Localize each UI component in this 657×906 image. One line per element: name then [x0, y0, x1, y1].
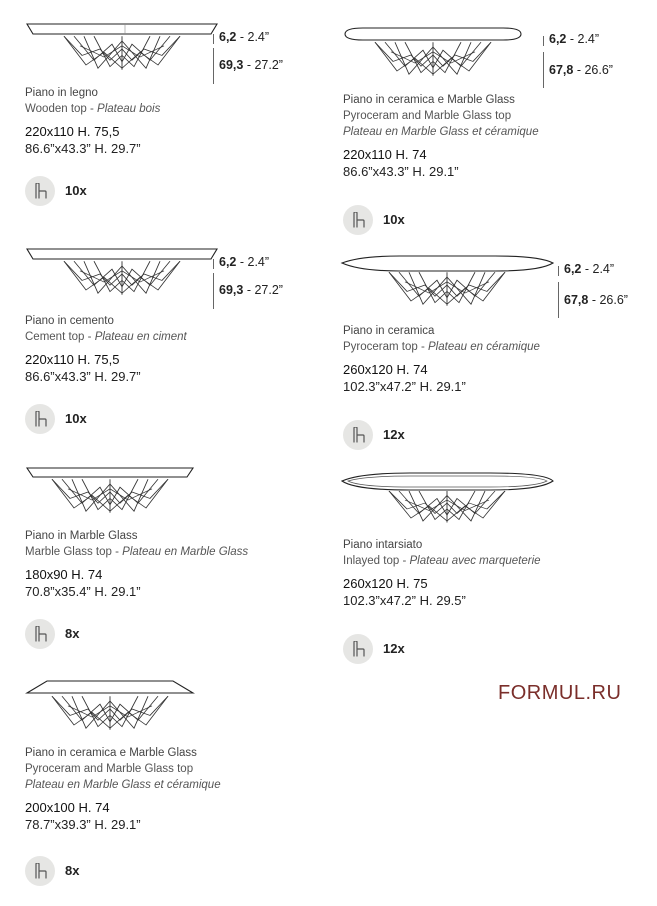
name-en: Cement top - Plateau en ciment — [25, 331, 187, 343]
size-in: 86.6”x43.3” H. 29.7” — [25, 141, 141, 156]
name-it: Piano in Marble Glass — [25, 530, 138, 542]
size-in: 102.3”x47.2” H. 29.5” — [343, 593, 466, 608]
name-it: Piano in ceramica — [343, 325, 435, 337]
name-en: Inlayed top - Plateau avec marqueterie — [343, 555, 541, 567]
size-in: 102.3”x47.2” H. 29.1” — [343, 379, 466, 394]
name-it: Piano in ceramica e Marble Glass — [343, 94, 515, 106]
size-in: 86.6”x43.3” H. 29.1” — [343, 164, 459, 179]
name-en: Pyroceram and Marble Glass top — [25, 763, 194, 775]
table-drawing — [340, 250, 555, 302]
size-in: 86.6”x43.3” H. 29.7” — [25, 369, 141, 384]
chair-icon — [25, 176, 55, 206]
table-drawing — [340, 467, 555, 519]
chair-icon — [343, 205, 373, 235]
name-it: Piano in legno — [25, 87, 98, 99]
table-drawing — [25, 462, 195, 512]
table-drawing — [25, 243, 220, 293]
name-it: Piano intarsiato — [343, 539, 423, 551]
size-cm: 180x90 H. 74 — [25, 567, 103, 582]
size-cm: 220x110 H. 75,5 — [25, 352, 120, 367]
chair-icon — [343, 420, 373, 450]
chair-icon — [25, 856, 55, 886]
name-en: Pyroceram top - Plateau en céramique — [343, 341, 540, 353]
table-drawing — [25, 18, 220, 68]
name-en: Marble Glass top - Plateau en Marble Glass — [25, 546, 249, 558]
name-it: Piano in cemento — [25, 315, 114, 327]
table-drawing — [343, 22, 523, 72]
table-drawing — [25, 675, 195, 730]
name-en: Pyroceram and Marble Glass top — [343, 110, 512, 122]
size-cm: 220x110 H. 74 — [343, 147, 427, 162]
size-cm: 220x110 H. 75,5 — [25, 124, 120, 139]
size-cm: 200x100 H. 74 — [25, 800, 110, 815]
name-fr: Plateau en Marble Glass et céramique — [343, 126, 539, 138]
name-fr: Plateau en Marble Glass et céramique — [25, 779, 221, 791]
name-it: Piano in ceramica e Marble Glass — [25, 747, 197, 759]
chair-icon — [25, 619, 55, 649]
size-in: 78.7”x39.3” H. 29.1” — [25, 817, 141, 832]
size-cm: 260x120 H. 74 — [343, 362, 428, 377]
size-in: 70.8”x35.4” H. 29.1” — [25, 584, 141, 599]
brand-watermark: FORMUL.RU — [498, 682, 622, 704]
name-en: Wooden top - Plateau bois — [25, 103, 161, 115]
size-cm: 260x120 H. 75 — [343, 576, 428, 591]
chair-icon — [25, 404, 55, 434]
chair-icon — [343, 634, 373, 664]
